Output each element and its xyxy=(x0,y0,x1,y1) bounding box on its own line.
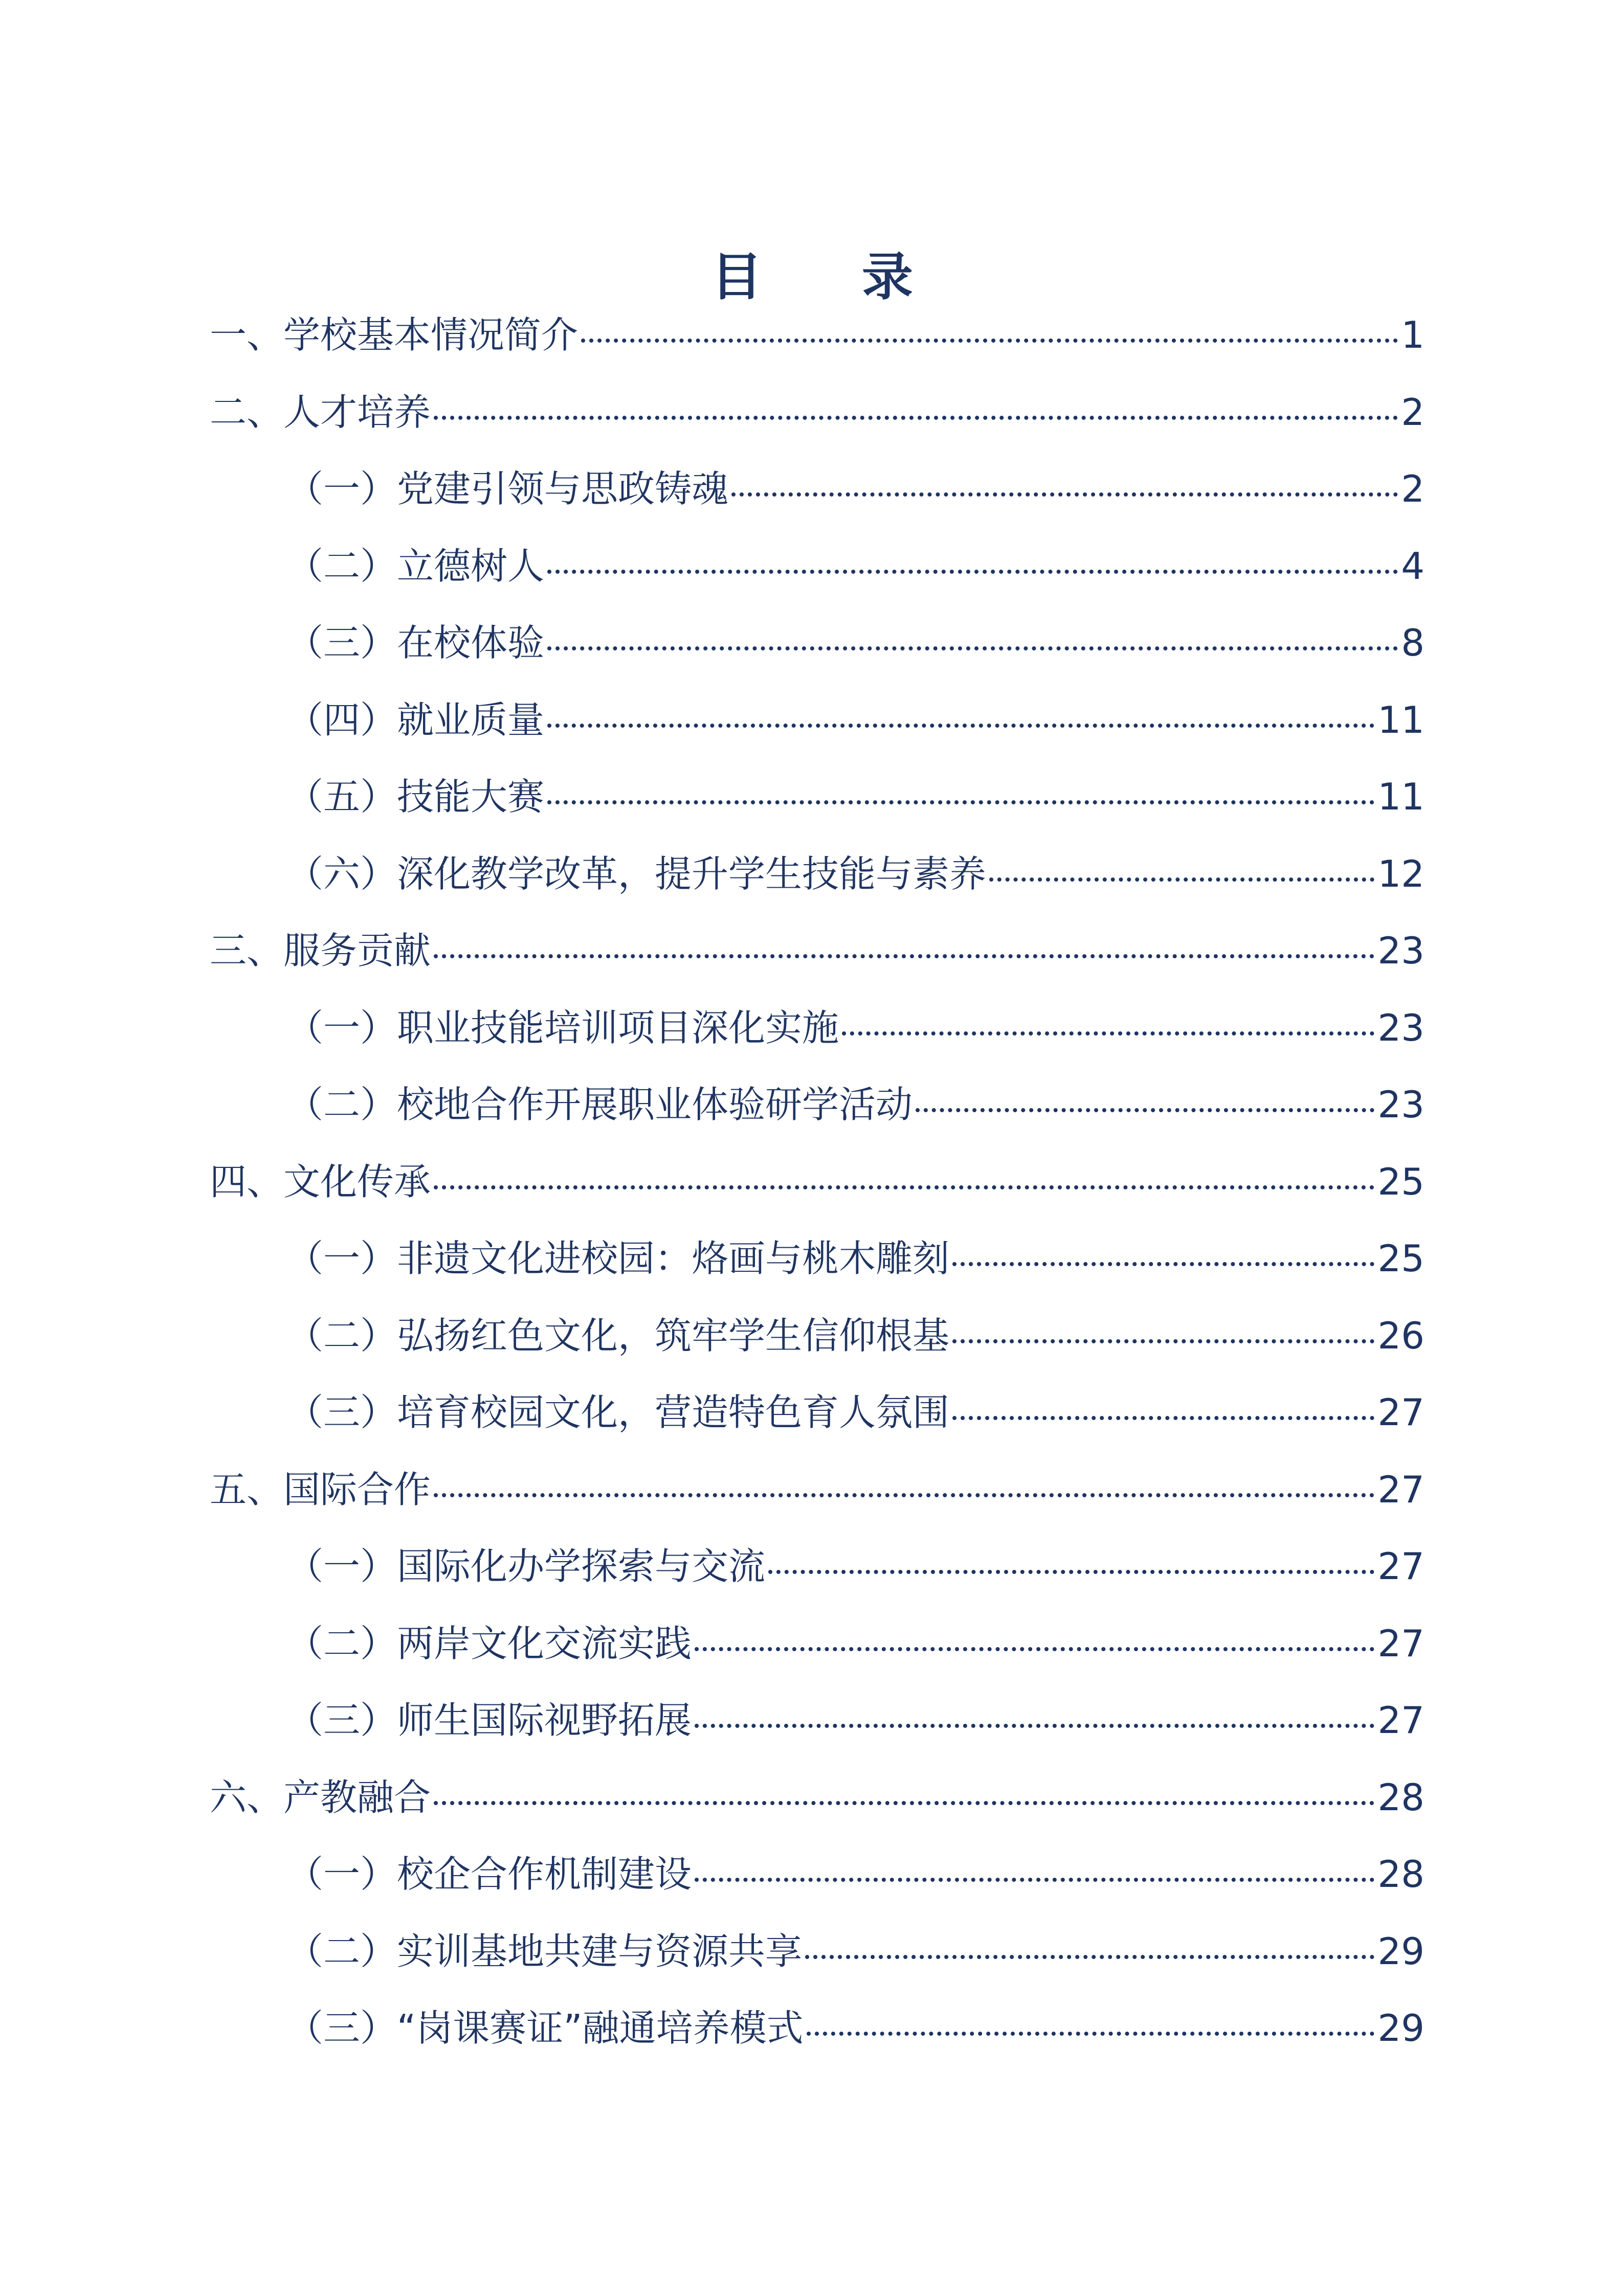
toc-entry-label: （一）党建引领与思政铸魂 xyxy=(286,467,729,510)
toc-entry-label: 一、学校基本情况简介 xyxy=(210,313,579,356)
toc-entry-label: 五、国际合作 xyxy=(210,1468,431,1511)
toc-entry-label: （六）深化教学改革，提升学生技能与素养 xyxy=(286,852,987,895)
dot-leader xyxy=(547,763,1374,804)
toc-entry-page-number: 25 xyxy=(1377,1237,1425,1280)
toc-section-entry[interactable] xyxy=(210,1143,1425,1221)
toc-entry-page-number: 12 xyxy=(1377,852,1425,895)
toc-entry-label: （二）两岸文化交流实践 xyxy=(286,1622,692,1665)
dot-leader xyxy=(547,687,1374,728)
toc-entry-label: （二）实训基地共建与资源共享 xyxy=(286,1929,803,1973)
toc-entry-label: （一）非遗文化进校园：烙画与桃木雕刻 xyxy=(286,1237,950,1280)
dot-leader xyxy=(434,917,1374,958)
toc-subsection-entry[interactable] xyxy=(210,758,1425,836)
dot-leader xyxy=(695,1610,1374,1651)
dot-leader xyxy=(916,1071,1374,1112)
toc-section-entry[interactable] xyxy=(210,374,1425,451)
toc-entry-page-number: 28 xyxy=(1377,1853,1425,1896)
dot-leader xyxy=(547,533,1398,574)
dot-leader xyxy=(952,1225,1374,1266)
toc-entry-page-number: 25 xyxy=(1377,1160,1425,1203)
toc-entry-page-number: 26 xyxy=(1377,1314,1425,1357)
toc-subsection-entry[interactable] xyxy=(210,836,1425,913)
toc-entry-page-number: 2 xyxy=(1401,390,1425,434)
dot-leader xyxy=(807,1995,1375,2036)
toc-subsection-entry[interactable] xyxy=(210,1682,1425,1759)
dot-leader xyxy=(695,1687,1374,1728)
toc-entry-page-number: 23 xyxy=(1377,1083,1425,1126)
toc-entry-label: （一）国际化办学探索与交流 xyxy=(286,1545,766,1588)
dot-leader xyxy=(768,1533,1374,1574)
toc-entry-page-number: 27 xyxy=(1377,1391,1425,1434)
toc-entry-label: （五）技能大赛 xyxy=(286,775,545,818)
toc-subsection-entry[interactable] xyxy=(210,528,1425,605)
toc-entry-page-number: 23 xyxy=(1377,1006,1425,1049)
toc-entry-label: 二、人才培养 xyxy=(210,390,431,434)
dot-leader xyxy=(547,610,1398,650)
dot-leader xyxy=(952,1379,1374,1420)
toc-subsection-entry[interactable] xyxy=(210,1913,1425,1990)
toc-entry-label: （三）师生国际视野拓展 xyxy=(286,1699,692,1742)
toc-subsection-entry[interactable] xyxy=(210,989,1425,1067)
toc-subsection-entry[interactable] xyxy=(210,604,1425,682)
dot-leader xyxy=(434,379,1398,420)
toc-entry-page-number: 11 xyxy=(1377,698,1425,741)
toc-entry-label: （二）弘扬红色文化，筑牢学生信仰根基 xyxy=(286,1314,950,1357)
toc-section-entry[interactable] xyxy=(210,912,1425,989)
table-of-contents xyxy=(210,297,1425,2067)
dot-leader xyxy=(695,1841,1374,1882)
toc-entry-page-number: 1 xyxy=(1401,313,1425,356)
toc-subsection-entry[interactable] xyxy=(210,451,1425,528)
toc-entry-label: （三）培育校园文化，营造特色育人氛围 xyxy=(286,1391,950,1434)
dot-leader xyxy=(731,456,1398,497)
dot-leader xyxy=(434,1456,1374,1497)
toc-entry-label: （三）“岗课赛证”融通培养模式 xyxy=(286,2007,804,2050)
toc-entry-label: （三）在校体验 xyxy=(286,621,545,664)
toc-subsection-entry[interactable] xyxy=(210,682,1425,759)
toc-entry-page-number: 8 xyxy=(1401,621,1425,664)
toc-entry-page-number: 28 xyxy=(1377,1775,1425,1819)
toc-entry-page-number: 4 xyxy=(1401,544,1425,588)
toc-subsection-entry[interactable] xyxy=(210,1297,1425,1375)
toc-title: 目 录 xyxy=(711,247,954,307)
toc-section-entry[interactable] xyxy=(210,1451,1425,1528)
dot-leader xyxy=(842,995,1374,1036)
toc-entry-page-number: 29 xyxy=(1377,1929,1425,1973)
toc-subsection-entry[interactable] xyxy=(210,1220,1425,1297)
toc-entry-label: （二）校地合作开展职业体验研学活动 xyxy=(286,1083,913,1126)
dot-leader xyxy=(805,1918,1374,1959)
toc-subsection-entry[interactable] xyxy=(210,1374,1425,1451)
toc-entry-label: （一）职业技能培训项目深化实施 xyxy=(286,1006,839,1049)
toc-entry-page-number: 27 xyxy=(1377,1699,1425,1742)
toc-entry-label: 四、文化传承 xyxy=(210,1160,431,1203)
dot-leader xyxy=(989,841,1374,882)
toc-subsection-entry[interactable] xyxy=(210,1605,1425,1682)
toc-entry-page-number: 2 xyxy=(1401,467,1425,510)
dot-leader xyxy=(581,302,1398,343)
toc-subsection-entry[interactable] xyxy=(210,1990,1425,2067)
toc-entry-label: 三、服务贡献 xyxy=(210,929,431,972)
toc-entry-page-number: 27 xyxy=(1377,1545,1425,1588)
toc-subsection-entry[interactable] xyxy=(210,1528,1425,1605)
toc-entry-label: （四）就业质量 xyxy=(286,698,545,741)
toc-entry-label: （二）立德树人 xyxy=(286,544,545,588)
toc-entry-page-number: 11 xyxy=(1377,775,1425,818)
toc-section-entry[interactable] xyxy=(210,1759,1425,1836)
toc-subsection-entry[interactable] xyxy=(210,1066,1425,1143)
dot-leader xyxy=(434,1764,1374,1805)
dot-leader xyxy=(434,1149,1374,1189)
toc-entry-label: （一）校企合作机制建设 xyxy=(286,1853,692,1896)
toc-section-entry[interactable] xyxy=(210,297,1425,374)
toc-entry-page-number: 29 xyxy=(1377,2007,1425,2050)
toc-entry-page-number: 23 xyxy=(1377,929,1425,972)
dot-leader xyxy=(952,1302,1374,1343)
toc-entry-page-number: 27 xyxy=(1377,1468,1425,1511)
toc-entry-label: 六、产教融合 xyxy=(210,1775,431,1819)
toc-entry-page-number: 27 xyxy=(1377,1622,1425,1665)
toc-subsection-entry[interactable] xyxy=(210,1836,1425,1913)
